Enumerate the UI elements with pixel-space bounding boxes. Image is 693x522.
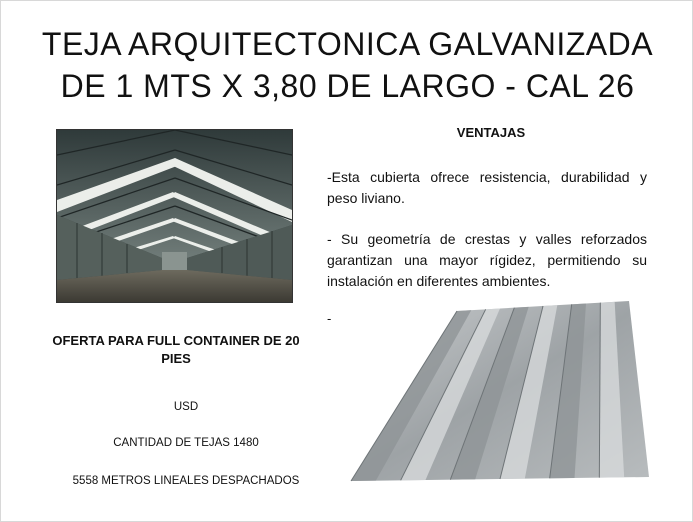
advantage-paragraph-2: - Su geometría de crestas y valles reforzados garantizan una mayor rígidez, permitiendo su instalación en diferentes ambientes. <box>327 231 647 289</box>
title-line-2: DE 1 MTS X 3,80 DE LARGO - CAL 26 <box>60 68 635 104</box>
meters-text: 5558 METROS LINEALES DESPACHADOS <box>72 475 300 487</box>
offer-heading: OFERTA PARA FULL CONTAINER DE 20 PIES <box>52 333 300 366</box>
ventajas-heading: VENTAJAS <box>456 125 526 140</box>
advantage-paragraph-1: -Esta cubierta ofrece resistencia, durabilidad y peso liviano. <box>327 169 647 206</box>
title-line-1: TEJA ARQUITECTONICA GALVANIZADA <box>41 26 654 62</box>
page-title <box>1 23 693 107</box>
roof-sheet-image <box>349 301 659 483</box>
trailing-dash: - <box>327 311 332 326</box>
warehouse-photo <box>56 129 293 303</box>
currency-label: USD <box>173 401 199 413</box>
quantity-text: CANTIDAD DE TEJAS 1480 <box>113 437 259 449</box>
